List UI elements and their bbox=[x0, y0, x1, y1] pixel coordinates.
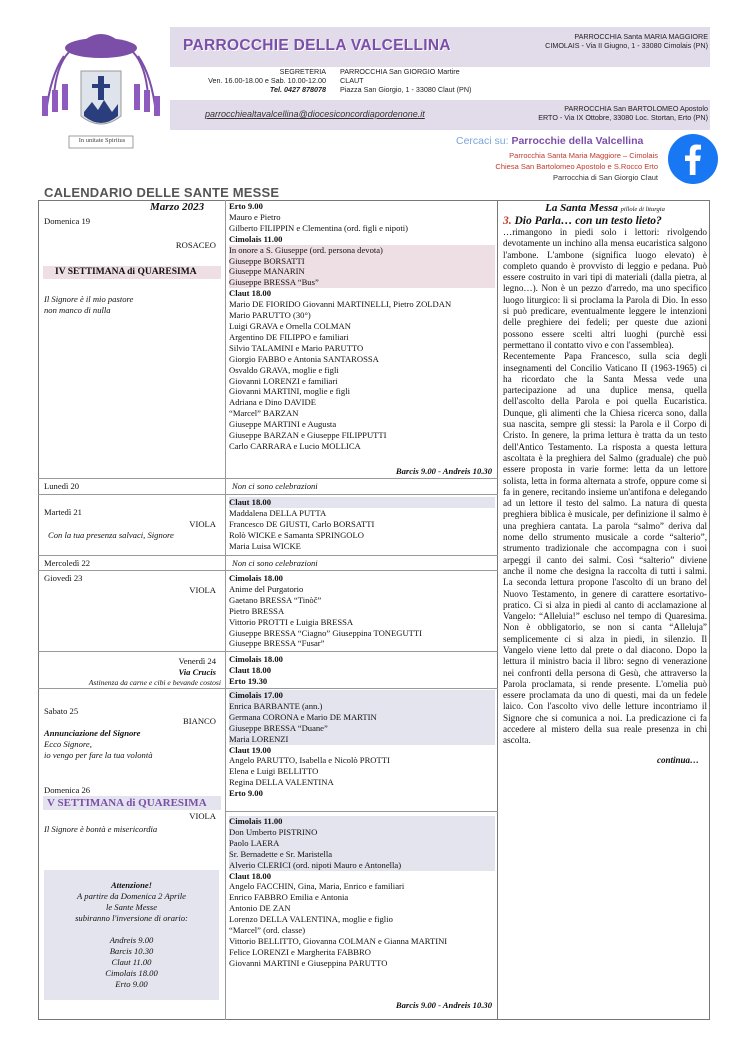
row-divider bbox=[225, 811, 498, 812]
month-label: Marzo 2023 bbox=[150, 201, 205, 213]
mass-line: Carlo CARRARA e Lucio MOLLICA bbox=[229, 440, 361, 451]
psalm-26: Il Signore è bontà e misericordia bbox=[44, 824, 158, 834]
mass-line: Enrica BARBANTE (ann.) bbox=[229, 701, 495, 712]
email-link[interactable]: parrocchiealtavalcellina@diocesiconcordiapordenone.it bbox=[205, 109, 425, 119]
mass-line: Claut 18.00 bbox=[229, 664, 272, 675]
mass-line: Cimolais 18.00 bbox=[229, 654, 283, 664]
masses-23 bbox=[229, 573, 495, 649]
mass-line: Claut 19.00 bbox=[229, 744, 272, 755]
mass-line: Claut 18.00 bbox=[229, 870, 272, 881]
mass-line: Mario DE FIORIDO Giovanni MARTINELLI, Pietro ZOLDAN bbox=[229, 299, 452, 310]
mass-line: Cimolais 11.00 bbox=[229, 816, 495, 827]
mass-line: Erto 9.00 bbox=[229, 201, 263, 211]
psalm-25 bbox=[44, 739, 153, 761]
liturgical-color-19: ROSACEO bbox=[175, 240, 216, 250]
psalm-25-line1: Ecco Signore, bbox=[44, 739, 92, 749]
day-21: Martedì 21 bbox=[44, 507, 82, 517]
mass-line: Angelo PARUTTO, Isabella e Nicolò PROTTI bbox=[229, 755, 390, 766]
masses-26 bbox=[229, 816, 495, 969]
mass-line: Giuseppe BARZAN e Giuseppe FILIPPUTTI bbox=[229, 430, 387, 441]
parish-claut bbox=[340, 67, 510, 94]
mass-line: Regina DELLA VALENTINA bbox=[229, 777, 334, 788]
notice-text bbox=[44, 870, 219, 990]
mass-line: Giuseppe MANARIN bbox=[229, 266, 495, 277]
notice-line: Claut 11.00 bbox=[111, 957, 152, 967]
article-subtitle: pillole di liturgia bbox=[620, 206, 665, 213]
parish-claut-address: Piazza San Giorgio, 1 - 33080 Claut (PN) bbox=[340, 85, 472, 94]
page-title: PARROCCHIE DELLA VALCELLINA bbox=[183, 37, 451, 54]
mass-line: Giuseppe BRESSA “Fusar” bbox=[229, 638, 325, 649]
mass-line: Erto 9.00 bbox=[229, 788, 263, 799]
mass-line: Giuseppe BRESSA “Bus” bbox=[229, 277, 495, 288]
day-25: Sabato 25 bbox=[44, 706, 79, 716]
article-heading: Dio Parla… con un testo lieto? bbox=[514, 215, 662, 227]
notice-line: subiranno l'inversione di orario: bbox=[75, 913, 188, 923]
parish-cimolais-name: PARROCCHIA Santa MARIA MAGGIORE bbox=[574, 32, 708, 41]
mass-line: Cimolais 18.00 bbox=[229, 573, 283, 583]
parish-cimolais bbox=[520, 32, 708, 50]
day-24: Venerdì 24 bbox=[178, 656, 216, 666]
mass-line: Vittorio BELLITTO, Giovanna COLMAN e Gianna MARTINI bbox=[229, 935, 448, 946]
footer-26: Barcis 9.00 - Andreis 10.30 bbox=[395, 1000, 492, 1010]
fb-line-cimolais: Parrocchia Santa Maria Maggiore – Cimolais bbox=[509, 151, 658, 160]
psalm-19-line2: non manco di nulla bbox=[44, 304, 111, 315]
no-celebrations-22: Non ci sono celebrazioni bbox=[232, 558, 318, 568]
facebook-icon[interactable] bbox=[668, 134, 718, 184]
mass-line: Maddalena DELLA PUTTA bbox=[229, 507, 327, 518]
abstinence-note: Astinenza da carne e cibi e bevande costosi bbox=[88, 678, 221, 687]
facebook-parishes bbox=[490, 150, 658, 183]
mass-line: Francesco DE GIUSTI, Carlo BORSATTI bbox=[229, 518, 375, 529]
mass-line: Gilberto FILIPPIN e Clementina (ord. figli e nipoti) bbox=[229, 222, 409, 233]
article-body-1: …rimangono in piedi solo i lettori: rivolgendo devotamente un inchino alla mensa eucaristica salgono l'ambone. L'ambone (significa luogo elevato) è completo quando è provvisto di leggio e pedana. Può essere costruito in vari tipi di materiali (dalla pietra, al legno…). Non è un pezzo d'arredo, ma uno specifico luogo liturgico: lì si proclama la Parola di Dio. In esso si può predicare, eventualmente leggere le intenzioni delle preghiere dei fedeli; per queste due azioni possono essere scelti altri luoghi (purchè essi permettano il contatto vivo e con l'assemblea). bbox=[503, 227, 707, 350]
motto: In unitate Spiritus bbox=[78, 137, 126, 144]
article-body-2: Recentemente Papa Francesco, sulla scia degli insegnamenti del Concilio Vaticano II (1963-1965) ci ha ricordato che la Santa Messa vede una partecipazione ad una duplice mensa, quella dell'ascolto della Parola e poi quella Eucaristica. Dunque, gli alimenti che la Chiesa ricerca sono, dalla sua nascita, sempre gli stessi: la Parola e il Corpo di Cristo. In genere, la prima lettura è tratta da un testo dell'Antico Testamento. La risposta a questa lettura ascoltata è la preghiera del Salmo (graduale) che può essere proposta in varie forme: letta da un lettore solista, letta in forma alternata a strofe, oppure come si fa in genere, recitando insieme un'antifona e delegando ad un lettore il testo del salmo. La natura di questa preghiera biblica è musicale, per definizione il salmo è una preghiera cantata. La parola “salmo” deriva dal nome dello strumento musicale a corde “salterio”, strumento tradizionale che accompagna con i suoi arpeggi il canto dei salmi. Così “salterio” diviene anche il nome che designa la raccolta di tutti i salmi. La seconda lettura propone l'ascolto di un brano del Nuovo Testamento, in genere di carattere esortativo-pratico. Ci si alza in piedi al canto di acclamazione al Vangelo: “Alleluia!” escluso nel tempo di Quaresima. Non è obbligatorio, se non si canta “Alleluja” semplicemente ci si alza in piedi, in silenzio. Il Vangelo viene letto dal prete o dal diacono. Dopo la lettura il ministro bacia il libro: segno di venerazione nei confronti della persona di Gesù, che attraverso la Parola proclamata, si rende presente. L'omelia può essere proclamata da uno di questi, mai da un fedele laico. Con l'ascolto vivo delle letture incontriamo il Signore che si comunica a noi. La predicazione ci fa accedere al mistero della sua reale presenza in chi ascolta. bbox=[503, 351, 707, 746]
mass-line: Alverio CLERICI (ord. nipoti Mauro e Antonella) bbox=[229, 860, 495, 871]
notice-line: A partire da Domenica 2 Aprile bbox=[77, 891, 186, 901]
mass-line: Luigi GRAVA e Ornella COLMAN bbox=[229, 320, 351, 331]
footer-19: Barcis 9.00 - Andreis 10.30 bbox=[395, 466, 492, 476]
masses-25 bbox=[229, 690, 495, 799]
row-divider bbox=[38, 555, 498, 556]
mass-line: Antonio DE ZAN bbox=[229, 903, 291, 914]
psalm-19 bbox=[44, 294, 133, 316]
facebook-label: Cercaci su: bbox=[456, 135, 509, 147]
mass-line: Adriana e Dino DAVIDE bbox=[229, 397, 316, 408]
mass-line: Gaetano BRESSA “Tinòč” bbox=[229, 594, 322, 605]
mass-line: Pietro BRESSA bbox=[229, 605, 285, 616]
article-number: 3. bbox=[503, 215, 512, 227]
no-celebrations-20: Non ci sono celebrazioni bbox=[232, 481, 318, 491]
masses-21 bbox=[229, 497, 495, 552]
mass-line: Giuseppe BRESSA “Duane” bbox=[229, 723, 495, 734]
mass-line: Maria Luisa WICKE bbox=[229, 540, 301, 551]
row-divider bbox=[38, 494, 498, 495]
mass-line: “Marcel” (ord. classe) bbox=[229, 925, 306, 936]
masses-24 bbox=[229, 654, 495, 687]
segreteria bbox=[190, 67, 326, 94]
mass-line: Lorenzo DELLA VALENTINA, moglie e figlio bbox=[229, 914, 393, 925]
mass-line: Enrico FABBRO Emilia e Antonia bbox=[229, 892, 349, 903]
parish-erto-address: ERTO - Via IX Ottobre, 33080 Loc. Stortan, Erto (PN) bbox=[538, 113, 708, 122]
parish-claut-town: CLAUT bbox=[340, 76, 364, 85]
parish-erto bbox=[520, 104, 708, 122]
notice-line: Cimolais 18.00 bbox=[105, 968, 158, 978]
mass-line: Vittorio PROTTI e Luigia BRESSA bbox=[229, 616, 354, 627]
notice-line: Attenzione! bbox=[110, 880, 153, 890]
mass-line: Elena e Luigi BELLITTO bbox=[229, 766, 319, 777]
mass-line: Giuseppe MARTINI e Augusta bbox=[229, 419, 337, 430]
row-divider bbox=[38, 570, 498, 571]
parish-claut-name: PARROCCHIA San GIORGIO Martire bbox=[340, 67, 460, 76]
parish-erto-name: PARROCCHIA San BARTOLOMEO Apostolo bbox=[564, 104, 708, 113]
via-crucis: Via Crucis bbox=[178, 667, 216, 677]
masses-19 bbox=[229, 201, 495, 452]
psalm-19-line1: Il Signore è il mio pastore bbox=[44, 294, 134, 304]
article-heading-row bbox=[503, 215, 707, 227]
mass-line: Giovanni MARTINI, moglie e figli bbox=[229, 386, 350, 397]
fb-line-erto: Chiesa San Bartolomeo Apostolo e S.Rocco Erto bbox=[495, 162, 658, 171]
article-title: La Santa Messa bbox=[545, 202, 618, 214]
notice-line: Andreis 9.00 bbox=[109, 935, 154, 945]
mass-line: Rolò WICKE e Samanta SPRINGOLO bbox=[229, 529, 364, 540]
mass-line: Giovanni LORENZI e familiari bbox=[229, 375, 338, 386]
week-label-v: V SETTIMANA di QUARESIMA bbox=[43, 796, 221, 810]
facebook-page-link[interactable]: Parrocchie della Valcellina bbox=[511, 135, 644, 147]
mass-line: Osvaldo GRAVA, moglie e figli bbox=[229, 364, 339, 375]
mass-line: Giuseppe BRESSA “Ciagno” Giuseppina TONEGUTTI bbox=[229, 627, 423, 638]
week-label-iv: IV SETTIMANA di QUARESIMA bbox=[43, 266, 221, 279]
mass-line: Anime del Purgatorio bbox=[229, 583, 304, 594]
notice-line: Erto 9.00 bbox=[115, 979, 148, 989]
psalm-25-line2: io vengo per fare la tua volontà bbox=[44, 749, 153, 760]
row-divider bbox=[38, 478, 498, 479]
article-title-row bbox=[503, 202, 707, 214]
mass-line: Don Umberto PISTRINO bbox=[229, 827, 495, 838]
mass-line: Cimolais 17.00 bbox=[229, 690, 495, 701]
mass-line: Giorgio FABBO e Antonia SANTAROSSA bbox=[229, 353, 379, 364]
mass-line: Cimolais 11.00 bbox=[229, 233, 283, 244]
mass-line: Giuseppe BORSATTI bbox=[229, 256, 495, 267]
mass-line: Silvio TALAMINI e Mario PARUTTO bbox=[229, 342, 364, 353]
mass-line: Erto 19.30 bbox=[229, 675, 268, 686]
segreteria-label: SEGRETERIA bbox=[279, 67, 326, 76]
psalm-21: Con la tua presenza salvaci, Signore bbox=[48, 530, 174, 540]
liturgical-color-26: VIOLA bbox=[189, 811, 216, 821]
continua: continua… bbox=[656, 754, 699, 765]
mass-line: Felice LORENZI e Margherita FABBRO bbox=[229, 946, 371, 957]
mass-line: Claut 18.00 bbox=[229, 497, 495, 508]
mass-line: Germana CORONA e Mario DE MARTIN bbox=[229, 712, 495, 723]
row-divider bbox=[38, 651, 498, 652]
day-26: Domenica 26 bbox=[44, 785, 91, 795]
day-19: Domenica 19 bbox=[44, 216, 91, 226]
notice-line: Barcis 10.30 bbox=[109, 946, 154, 956]
fb-line-claut: Parrocchia di San Giorgio Claut bbox=[552, 173, 658, 182]
segreteria-hours: Ven. 16.00-18.00 e Sab. 10.00-12.00 bbox=[208, 76, 326, 85]
calendar-title: CALENDARIO DELLE SANTE MESSE bbox=[44, 185, 280, 200]
parish-cimolais-address: CIMOLAIS - Via II Giugno, 1 - 33080 Cimolais (PN) bbox=[545, 41, 708, 50]
mass-line: Sr. Bernadette e Sr. Maristella bbox=[229, 849, 495, 860]
day-20: Lunedì 20 bbox=[44, 481, 80, 491]
column-divider bbox=[225, 200, 226, 1020]
mass-line: Maria LORENZI bbox=[229, 734, 495, 745]
mass-line: “Marcel” BARZAN bbox=[229, 408, 299, 419]
liturgical-color-25: BIANCO bbox=[183, 716, 216, 726]
liturgical-color-23: VIOLA bbox=[189, 585, 216, 595]
mass-line: Argentino DE FILIPPO e familiari bbox=[229, 331, 349, 342]
mass-line: Paolo LAERA bbox=[229, 838, 495, 849]
liturgical-color-21: VIOLA bbox=[189, 519, 216, 529]
mass-line: Angelo FACCHIN, Gina, Maria, Enrico e familiari bbox=[229, 881, 405, 892]
notice-line bbox=[44, 924, 219, 935]
mass-line: Claut 18.00 bbox=[229, 288, 272, 299]
mass-line: Giovanni MARTINI e Giuseppina PARUTTO bbox=[229, 957, 388, 968]
coat-of-arms-logo bbox=[36, 26, 166, 158]
segreteria-tel: Tel. 0427 878078 bbox=[269, 85, 326, 94]
mass-line: Mario PARUTTO (30°) bbox=[229, 310, 311, 321]
mass-line: In onore a S. Giuseppe (ord. persona devota) bbox=[229, 245, 495, 256]
notice-line: le Sante Messe bbox=[105, 902, 158, 912]
article bbox=[503, 200, 707, 765]
facebook-search bbox=[456, 135, 643, 147]
annunciation: Annunciazione del Signore bbox=[44, 728, 141, 738]
day-22: Mercoledì 22 bbox=[44, 558, 91, 568]
notice-box bbox=[44, 870, 219, 1000]
mass-line: Mauro e Pietro bbox=[229, 211, 281, 222]
day-23: Giovedì 23 bbox=[44, 573, 83, 583]
